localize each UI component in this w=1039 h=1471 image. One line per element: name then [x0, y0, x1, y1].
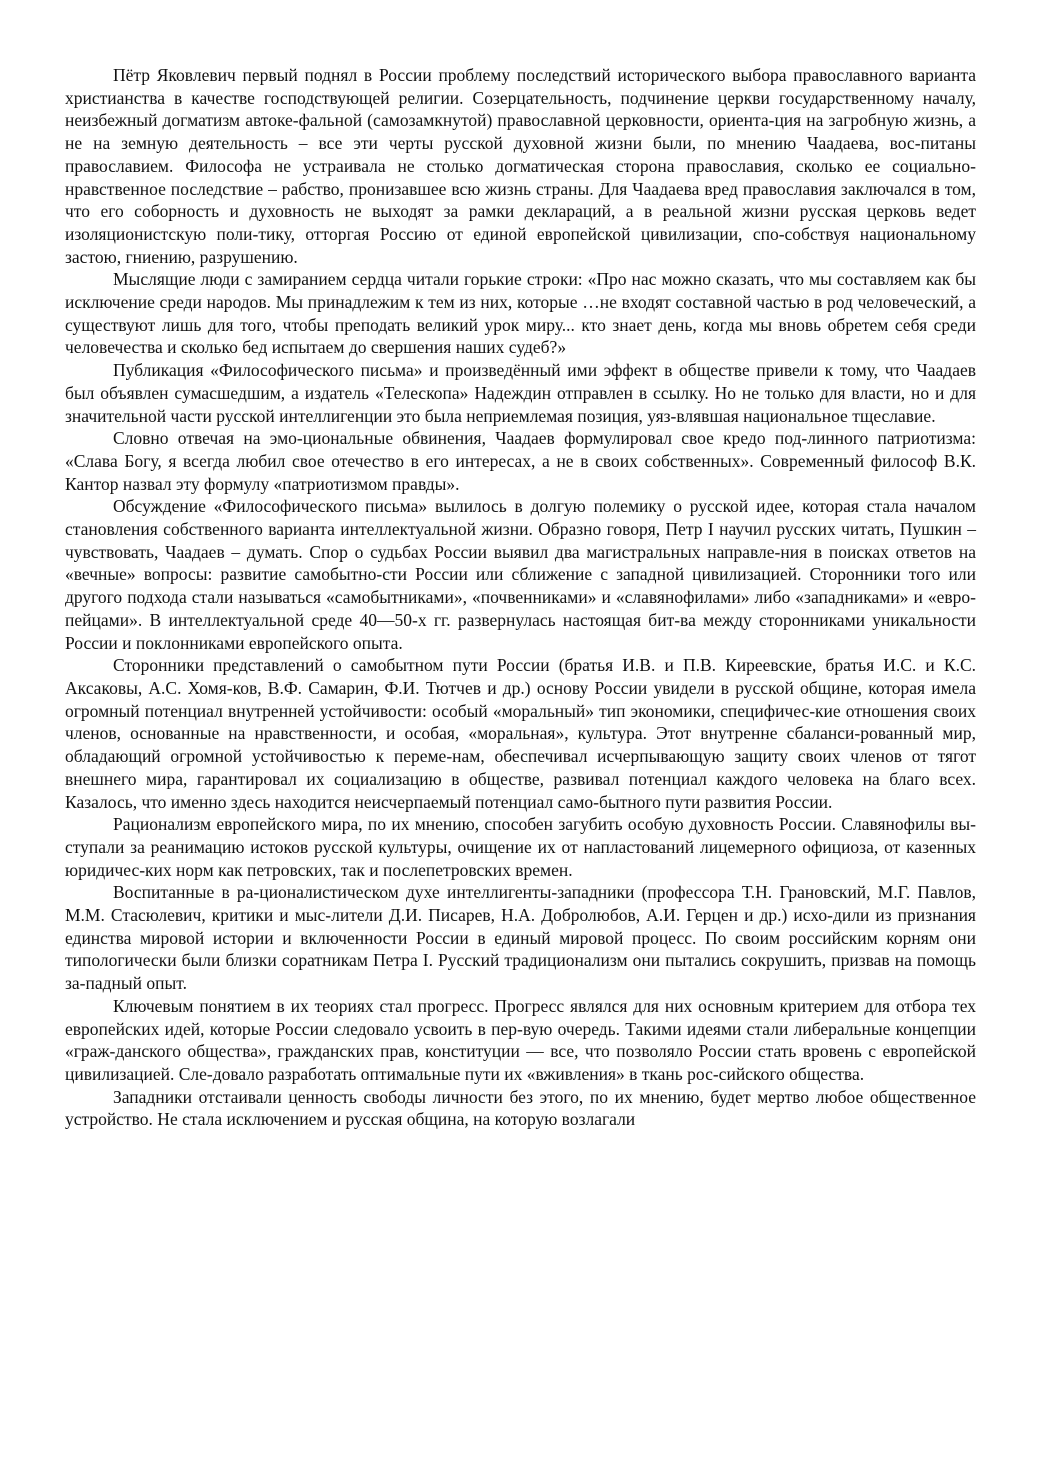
paragraph-4: Словно отвечая на эмо-циональные обвинения, Чаадаев формулировал свое кредо под-линного патриотизма: «Слава Богу, я всегда любил свое отечество в его интересах, а не в своих собственных». Современный философ В.К. Кантор назвал эту формулу «патриотизмом правды».	[65, 428, 976, 494]
paragraph-5: Обсуждение «Философического письма» вылилось в долгую полемику о русской идее, которая стала началом становления собственного варианта интеллектуальной жизни. Образно говоря, Петр I научил русских читать, Пушкин – чувствовать, Чаадаев – думать. Спор о судьбах России выявил два магистральных направле-ния в поисках ответов на «вечные» вопросы: развитие самобытно-сти России или сближение с западной цивилизацией. Сторонники того или другого подхода стали называться «самобытниками», «почвенниками» и «славянофилами» либо «западниками» и «евро-пейцами». В интеллектуальной среде 40—50-х гг. развернулась настоящая бит-ва между сторонниками уникальности России и поклонниками европейского опыта.	[65, 496, 976, 653]
document-page	[65, 64, 976, 1131]
paragraph-2: Мыслящие люди с замиранием сердца читали горькие строки: «Про нас можно сказать, что мы составляем как бы исключение среди народов. Мы принадлежим к тем из них, которые …не входят составной частью в род человеческий, а существуют лишь для того, чтобы преподать великий урок миру... кто знает день, когда мы вновь обретем себя среди человечества и сколько бед испытаем до свершения наших судеб?»	[65, 269, 976, 358]
paragraph-8: Воспитанные в ра-ционалистическом духе интеллигенты-западники (профессора Т.Н. Грановский, М.Г. Павлов, М.М. Стасюлевич, критики и мыс-лители Д.И. Писарев, Н.А. Добролюбов, А.И. Герцен и др.) исхо-дили из признания единства мировой истории и включенности России в единый мировой процесс. По своим российским корням они типологически были близки соратникам Петра I. Русский традиционализм они пытались сокрушить, призвав на помощь за-падный опыт.	[65, 882, 976, 994]
paragraph-9: Ключевым понятием в их теориях стал прогресс. Прогресс являлся для них основным критерием для отбора тех европейских идей, которые России следовало усвоить в пер-вую очередь. Такими идеями стали либеральные концепции «граж-данского общества», гражданских прав, конституции — все, что позволяло России стать вровень с европейской цивилизацией. Сле-довало разработать оптимальные пути их «вживления» в ткань рос-сийского общества.	[65, 995, 976, 1084]
paragraph-3: Публикация «Философического письма» и произведённый ими эффект в обществе привели к тому, что Чаадаев был объявлен сумасшедшим, а издатель «Телескопа» Надеждин отправлен в ссылку. Но не только для власти, но и для значительной части русской интеллигенции это была неприемлемая позиция, уяз-влявшая национальное тщеславие.	[65, 360, 976, 426]
paragraph-7: Рационализм европейского мира, по их мнению, способен загубить особую духовность России. Славянофилы вы-ступали за реанимацию истоков русской культуры, очищение их от напластований лицемерного официоза, от казенных юридичес-ких норм как петровских, так и послепетровских времен.	[65, 814, 976, 880]
paragraph-10: Западники отстаивали ценность свободы личности без этого, по их мнению, будет мертво любое общественное устройство. Не стала исключением и русская община, на которую возлагали	[65, 1086, 976, 1130]
paragraph-6: Сторонники представлений о самобытном пути России (братья И.В. и П.В. Киреевские, братья И.С. и К.С. Аксаковы, А.С. Хомя-ков, В.Ф. Самарин, Ф.И. Тютчев и др.) основу России увидели в русской общине, которая имела огромный потенциал внутренней устойчивости: особый «моральный» тип экономики, специфичес-кие отношения своих членов, основанные на нравственности, и особая, «моральная», культура. Этот внутренне сбаланси-рованный мир, обладающий огромной устойчивостью к переме-нам, обеспечивал исчерпывающую защиту своих членов от тягот внешнего мира, гарантировал их социализацию в обществе, развивал потенциал каждого человека на благо всех. Казалось, что именно здесь находится неисчерпаемый потенциал само-бытного пути развития России.	[65, 655, 976, 812]
paragraph-1: Пётр Яковлевич первый поднял в России проблему последствий исторического выбора православного варианта христианства в качестве господствующей религии. Созерцательность, подчинение церкви государственному началу, неизбежный догматизм автоке-фальной (самозамкнутой) православной церковности, ориента-ция на загробную жизнь, а не на земную деятельность – все эти черты русской духовной жизни были, по мнению Чаадаева, вос-питаны православием. Философа не устраивала не столько догматическая сторона православия, сколько ее социально-нравственное последствие – рабство, пронизавшее всю жизнь страны. Для Чаадаева вред православия заключался в том, что его соборность и духовность не выходят за рамки деклараций, а в реальной жизни русская церковь ведет изоляционистскую поли-тику, отторгая Россию от единой европейской цивилизации, спо-собствуя национальному застою, гниению, разрушению.	[65, 65, 976, 267]
